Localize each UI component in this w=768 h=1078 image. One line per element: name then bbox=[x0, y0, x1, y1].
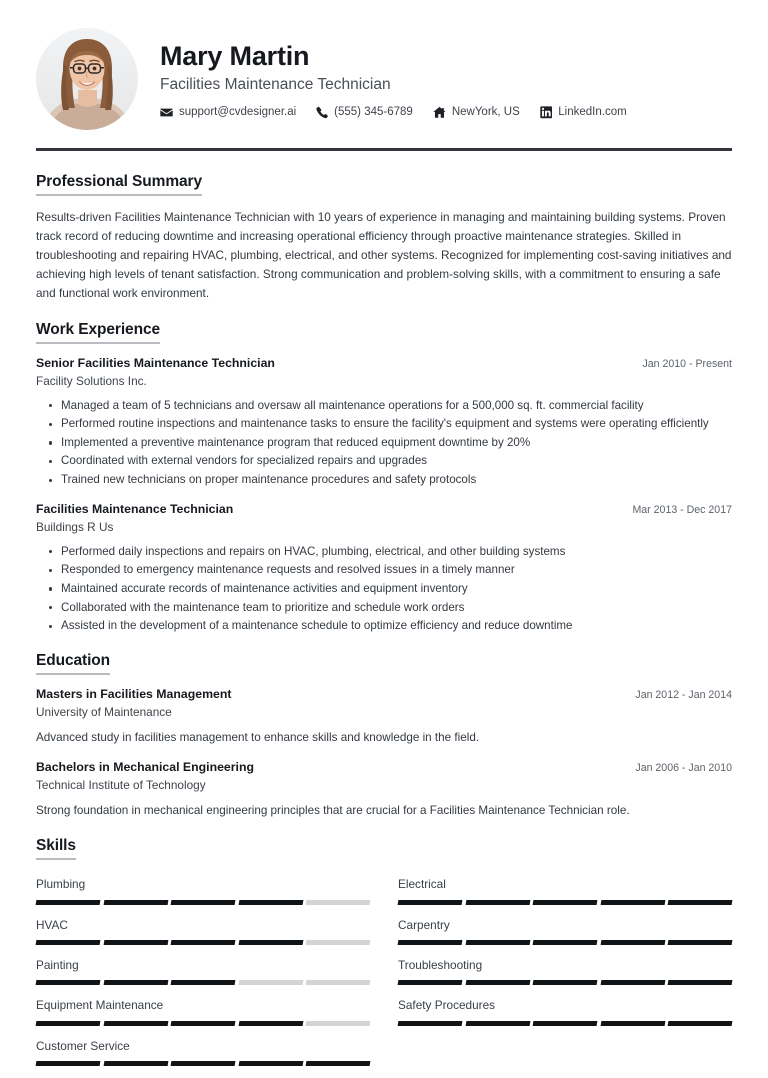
skill-name: Customer Service bbox=[36, 1038, 130, 1053]
education-entry-head bbox=[36, 760, 732, 776]
section-professional-summary bbox=[36, 173, 732, 304]
skill-name: Painting bbox=[36, 957, 79, 972]
education-entry bbox=[36, 687, 732, 747]
skill-item bbox=[398, 872, 732, 912]
contact-phone[interactable] bbox=[316, 106, 413, 119]
section-skills bbox=[36, 837, 732, 1074]
bullet-item: Performed routine inspections and maintenance tasks to ensure the facility's equipment and systems were operating efficiently bbox=[36, 415, 732, 433]
bullet-item: Implemented a preventive maintenance program that reduced equipment downtime by 20% bbox=[36, 434, 732, 452]
section-heading-education: Education bbox=[36, 652, 110, 675]
skill-level-segment bbox=[465, 900, 529, 905]
contact-linkedin-text: LinkedIn.com bbox=[558, 105, 627, 118]
contact-phone-text: (555) 345-6789 bbox=[334, 105, 413, 118]
contact-linkedin[interactable] bbox=[540, 106, 627, 119]
skill-level-segment bbox=[398, 980, 462, 985]
skill-name: Safety Procedures bbox=[398, 998, 496, 1013]
portrait-photo-icon bbox=[36, 28, 138, 130]
skill-level-segment bbox=[306, 980, 370, 985]
skill-level-segment bbox=[306, 1061, 370, 1066]
skill-item bbox=[398, 993, 732, 1033]
home-icon bbox=[433, 106, 446, 119]
skill-level-segment bbox=[238, 980, 302, 985]
skill-level-segment bbox=[171, 940, 235, 945]
skill-level-segment bbox=[103, 900, 167, 905]
skill-level-segment bbox=[36, 1061, 100, 1066]
skill-level-segment bbox=[668, 900, 732, 905]
skill-level-segment bbox=[36, 1021, 100, 1026]
contact-location-text: NewYork, US bbox=[451, 105, 520, 118]
skill-level-segment bbox=[306, 940, 370, 945]
section-education bbox=[36, 652, 732, 820]
education-entry bbox=[36, 760, 732, 820]
resume-header bbox=[36, 28, 732, 148]
skills-grid bbox=[36, 872, 732, 1074]
skill-level-segment bbox=[465, 980, 529, 985]
skill-level-segment bbox=[171, 1021, 235, 1026]
skill-level-segment bbox=[171, 1061, 235, 1066]
skill-item bbox=[36, 993, 370, 1033]
skill-level-segment bbox=[171, 900, 235, 905]
contact-email-text: support@cvdesigner.ai bbox=[179, 105, 297, 118]
skill-level-segment bbox=[103, 1061, 167, 1066]
bullet-item: Responded to emergency maintenance requests and resolved issues in a timely manner bbox=[36, 561, 732, 579]
skill-level-segment bbox=[533, 900, 597, 905]
skill-level-segment bbox=[600, 900, 664, 905]
skill-level-segment bbox=[36, 940, 100, 945]
skill-level-segment bbox=[600, 1021, 664, 1026]
skill-level-bar bbox=[36, 1061, 370, 1066]
skill-item bbox=[398, 953, 732, 993]
bullet-item: Trained new technicians on proper maintenance procedures and safety protocols bbox=[36, 471, 732, 489]
skill-level-segment bbox=[36, 900, 100, 905]
education-institution: University of Maintenance bbox=[36, 704, 172, 719]
header-text-block bbox=[160, 39, 732, 119]
bullet-item: Collaborated with the maintenance team to prioritize and schedule work orders bbox=[36, 599, 732, 617]
phone-icon bbox=[316, 106, 328, 119]
education-entry-head bbox=[36, 687, 732, 703]
job-title: Facilities Maintenance Technician bbox=[160, 76, 391, 94]
experience-entry-head bbox=[36, 356, 732, 372]
skill-item bbox=[36, 872, 370, 912]
contact-location[interactable] bbox=[433, 106, 520, 119]
experience-title: Facilities Maintenance Technician bbox=[36, 501, 234, 516]
experience-bullets bbox=[36, 397, 732, 489]
page-title: Mary Martin bbox=[160, 41, 310, 72]
bullet-item: Performed daily inspections and repairs on HVAC, plumbing, electrical, and other building systems bbox=[36, 543, 732, 561]
skill-name: Electrical bbox=[398, 877, 446, 892]
skill-level-segment bbox=[398, 940, 462, 945]
skill-level-bar bbox=[398, 900, 732, 905]
skill-name: HVAC bbox=[36, 917, 68, 932]
skill-level-segment bbox=[171, 980, 235, 985]
skill-level-bar bbox=[398, 980, 732, 985]
skill-level-segment bbox=[238, 1061, 302, 1066]
skill-level-segment bbox=[533, 940, 597, 945]
bullet-item: Maintained accurate records of maintenance activities and equipment inventory bbox=[36, 580, 732, 598]
skill-level-segment bbox=[600, 940, 664, 945]
experience-title: Senior Facilities Maintenance Technician bbox=[36, 355, 275, 370]
skill-level-bar bbox=[398, 1021, 732, 1026]
education-description: Advanced study in facilities management to enhance skills and knowledge in the field. bbox=[36, 730, 480, 744]
skill-level-segment bbox=[398, 900, 462, 905]
skill-level-bar bbox=[398, 940, 732, 945]
skill-level-bar bbox=[36, 1021, 370, 1026]
skill-level-segment bbox=[306, 1021, 370, 1026]
skill-item bbox=[36, 913, 370, 953]
section-heading-experience: Work Experience bbox=[36, 321, 160, 344]
skill-level-bar bbox=[36, 980, 370, 985]
experience-bullets bbox=[36, 543, 732, 635]
skill-level-segment bbox=[668, 940, 732, 945]
experience-entry bbox=[36, 356, 732, 489]
experience-entry bbox=[36, 502, 732, 635]
skill-level-segment bbox=[103, 980, 167, 985]
header-divider bbox=[36, 148, 732, 151]
section-heading-skills: Skills bbox=[36, 837, 76, 860]
skill-level-segment bbox=[238, 900, 302, 905]
education-degree: Bachelors in Mechanical Engineering bbox=[36, 760, 254, 774]
skill-level-segment bbox=[238, 1021, 302, 1026]
skill-level-segment bbox=[465, 940, 529, 945]
education-date: Jan 2012 - Jan 2014 bbox=[635, 688, 732, 701]
experience-date: Mar 2013 - Dec 2017 bbox=[632, 503, 732, 516]
linkedin-icon bbox=[540, 106, 553, 119]
skill-name: Equipment Maintenance bbox=[36, 998, 164, 1013]
skill-level-segment bbox=[668, 1021, 732, 1026]
summary-text: Results-driven Facilities Maintenance Technician with 10 years of experience in managing and maintaining building systems. Proven track record of reducing downtime and increasing operational efficiency through proactive maintenance strategies. Skilled in troubleshooting and repairing HVAC, plumbing, electrical, and other systems. Recognized for implementing cost-saving initiatives and achieving high levels of tenant satisfaction. Strong communication and problem-solving skills, with a commitment to ensuring a safe and functional work environment. bbox=[36, 210, 732, 301]
skill-item bbox=[36, 1034, 370, 1074]
skill-level-segment bbox=[465, 1021, 529, 1026]
avatar bbox=[36, 28, 138, 130]
bullet-item: Coordinated with external vendors for specialized repairs and upgrades bbox=[36, 452, 732, 470]
skill-level-segment bbox=[306, 900, 370, 905]
skill-name: Carpentry bbox=[398, 917, 450, 932]
skill-level-segment bbox=[600, 980, 664, 985]
education-date: Jan 2006 - Jan 2010 bbox=[635, 762, 732, 774]
experience-date: Jan 2010 - Present bbox=[642, 357, 732, 370]
section-heading-summary: Professional Summary bbox=[36, 173, 202, 196]
skill-level-segment bbox=[36, 980, 100, 985]
skill-item bbox=[36, 953, 370, 993]
skill-level-segment bbox=[103, 1021, 167, 1026]
education-institution: Technical Institute of Technology bbox=[36, 777, 206, 792]
skill-level-bar bbox=[36, 900, 370, 905]
section-work-experience bbox=[36, 321, 732, 635]
bullet-item: Managed a team of 5 technicians and oversaw all maintenance operations for a 500,000 sq. ft. commercial facility bbox=[36, 397, 732, 415]
skill-level-bar bbox=[36, 940, 370, 945]
skill-level-segment bbox=[668, 980, 732, 985]
skill-level-segment bbox=[533, 1021, 597, 1026]
experience-organization: Buildings R Us bbox=[36, 519, 114, 534]
contact-email[interactable] bbox=[160, 106, 296, 119]
envelope-icon bbox=[160, 106, 173, 119]
skill-name: Plumbing bbox=[36, 877, 86, 892]
skill-level-segment bbox=[398, 1021, 462, 1026]
education-description: Strong foundation in mechanical engineering principles that are crucial for a Facilities Maintenance Technician role. bbox=[36, 804, 630, 818]
education-degree: Masters in Facilities Management bbox=[36, 686, 232, 701]
skill-item bbox=[398, 913, 732, 953]
experience-entry-head bbox=[36, 502, 732, 518]
bullet-item: Assisted in the development of a maintenance schedule to optimize efficiency and reduce downtime bbox=[36, 617, 732, 635]
skill-name: Troubleshooting bbox=[398, 957, 483, 972]
skill-level-segment bbox=[103, 940, 167, 945]
skill-level-segment bbox=[533, 980, 597, 985]
contact-row bbox=[160, 106, 732, 119]
skill-level-segment bbox=[238, 940, 302, 945]
experience-organization: Facility Solutions Inc. bbox=[36, 373, 147, 388]
